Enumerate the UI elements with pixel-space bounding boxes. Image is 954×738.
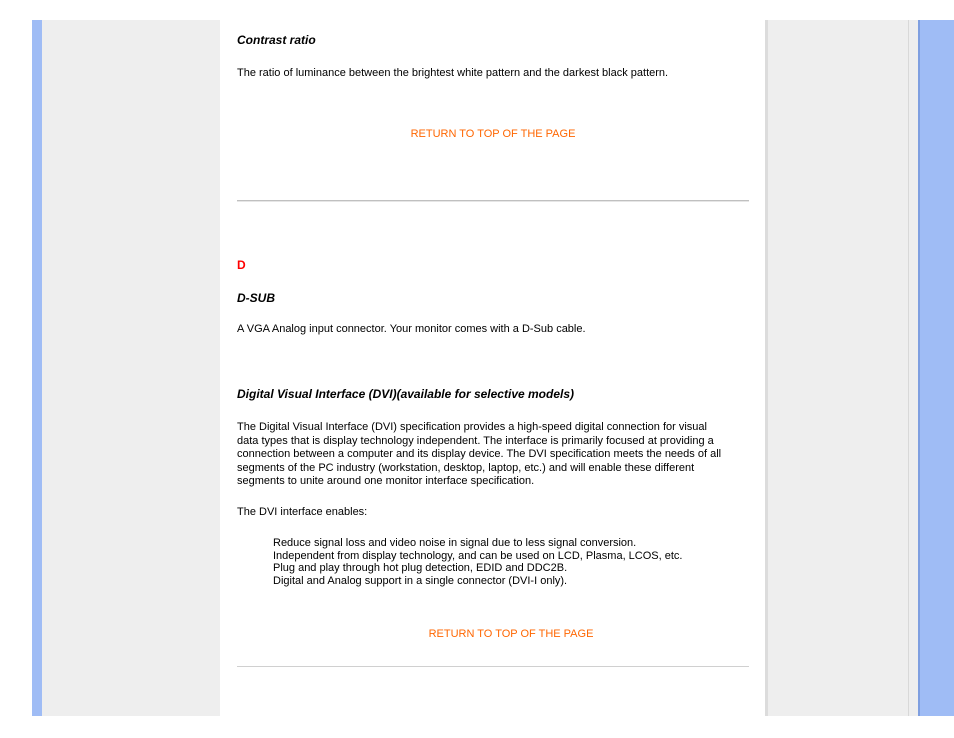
list-item: Reduce signal loss and video noise in signal due to less signal conversion.	[273, 537, 637, 549]
list-item: Independent from display technology, and can be used on LCD, Plasma, LCOS, etc.	[273, 549, 683, 562]
definition-dvi-line: connection between a computer and its display device. The DVI specification meets the needs of all	[237, 448, 722, 460]
term-dvi: Digital Visual Interface (DVI)(available for selective models)	[237, 387, 575, 401]
list-item: Plug and play through hot plug detection, EDID and DDC2B.	[273, 562, 568, 574]
dvi-enables-intro: The DVI interface enables:	[237, 506, 368, 518]
definition-dvi-line: The Digital Visual Interface (DVI) specification provides a high-speed digital connection for visual	[237, 421, 707, 433]
section-divider	[237, 200, 749, 202]
return-to-top-link[interactable]: RETURN TO TOP OF THE PAGE	[428, 628, 594, 640]
definition-dvi-line: segments of the PC industry (workstation, desktop, laptop, etc.) and will enable these different	[237, 461, 695, 474]
right-margin-panel	[765, 20, 918, 716]
right-panel-divider	[908, 20, 909, 716]
definition-dsub: A VGA Analog input connector. Your monitor comes with a D-Sub cable.	[237, 323, 586, 335]
left-blue-border	[32, 20, 42, 716]
definition-contrast-ratio: The ratio of luminance between the brightest white pattern and the darkest black pattern.	[237, 67, 669, 79]
definition-dvi-line: data types that is display technology independent. The interface is primarily focused at providing a	[237, 434, 714, 447]
definition-dvi	[237, 421, 757, 489]
section-divider	[237, 666, 749, 667]
return-to-top-link[interactable]: RETURN TO TOP OF THE PAGE	[410, 128, 576, 140]
section-letter-d: D	[237, 258, 246, 272]
right-blue-border	[918, 20, 954, 716]
term-dsub: D-SUB	[237, 291, 275, 305]
term-contrast-ratio: Contrast ratio	[237, 33, 316, 47]
list-item: Digital and Analog support in a single connector (DVI-I only).	[273, 574, 568, 587]
definition-dvi-line: segments to unite around one monitor interface specification.	[237, 475, 535, 487]
left-margin-panel	[42, 20, 220, 716]
dvi-feature-list	[273, 537, 753, 587]
